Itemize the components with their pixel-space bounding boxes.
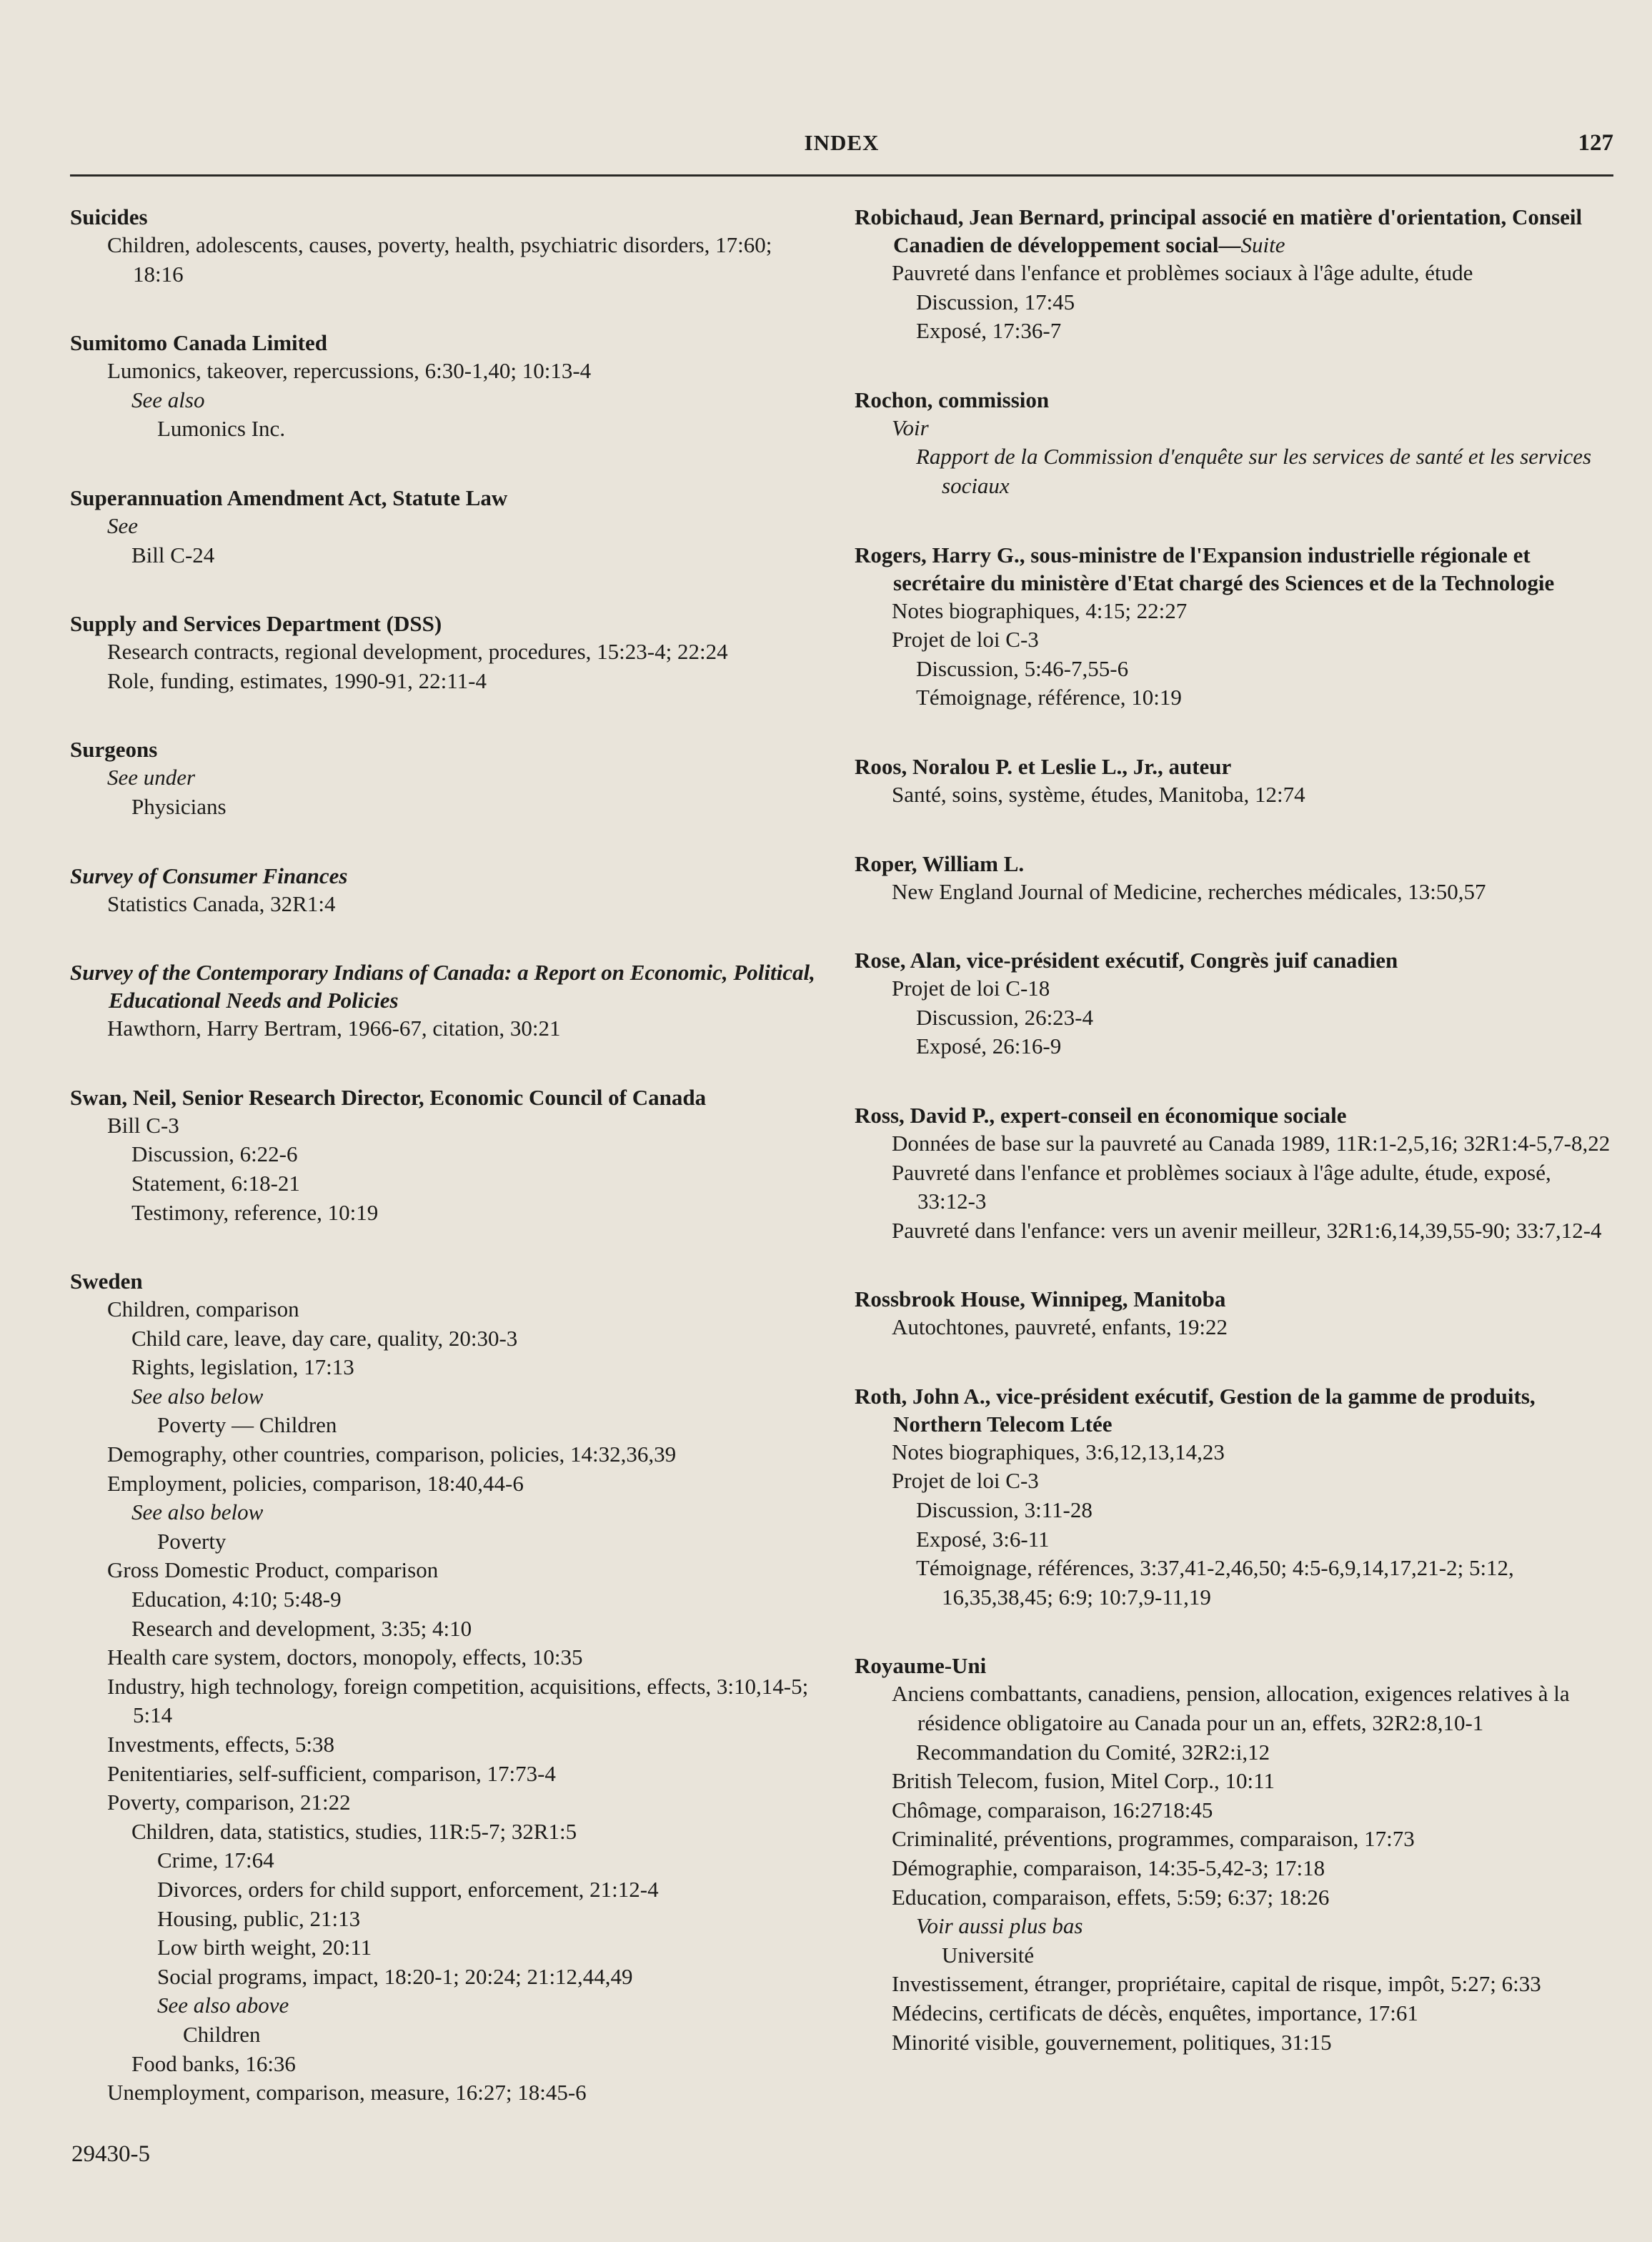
subentry: Education, comparaison, effets, 5:59; 6:37; 18:26	[892, 1884, 1330, 1910]
subentry: Discussion, 6:22-6	[131, 1141, 298, 1167]
subentry: Projet de loi C-3	[892, 627, 1039, 653]
subentry: Child care, leave, day care, quality, 20:30-3	[131, 1325, 518, 1351]
subentry: Témoignage, références, 3:37,41-2,46,50; 4:5-6,9,14,17,21-2; 5:12, 16,35,38,45; 6:9; 10:7,9-11,19	[916, 1555, 1514, 1609]
entry-heading: Rossbrook House, Winnipeg, Manitoba	[855, 1286, 1226, 1312]
index-column-right	[855, 203, 1613, 2097]
subentry: Démographie, comparaison, 14:35-5,42-3; 17:18	[892, 1855, 1325, 1880]
entry-heading: Supply and Services Department (DSS)	[70, 611, 442, 637]
cross-reference: Voir aussi plus bas	[916, 1913, 1083, 1939]
subentry: Social programs, impact, 18:20-1; 20:24; 21:12,44,49	[157, 1963, 633, 1989]
subentry: Poverty	[157, 1528, 227, 1554]
subentry: New England Journal of Medicine, recherches médicales, 13:50,57	[892, 878, 1486, 904]
subentry: Low birth weight, 20:11	[157, 1935, 372, 1960]
index-entry	[70, 958, 823, 1043]
subentry: Pauvreté dans l'enfance: vers un avenir meilleur, 32R1:6,14,39,55-90; 33:7,12-4	[892, 1217, 1602, 1243]
index-entry	[855, 386, 1613, 501]
subentry: Pauvreté dans l'enfance et problèmes sociaux à l'âge adulte, étude	[892, 260, 1473, 285]
entry-heading: Rochon, commission	[855, 387, 1050, 412]
subentry: Health care system, doctors, monopoly, effects, 10:35	[107, 1645, 583, 1670]
index-entry	[855, 1652, 1613, 2057]
subentry: Notes biographiques, 3:6,12,13,14,23	[892, 1439, 1225, 1464]
entry-heading: Roth, John A., vice-président exécutif, Gestion de la gamme de produits, Northern Telecom Ltée	[855, 1383, 1536, 1437]
subentry: Pauvreté dans l'enfance et problèmes sociaux à l'âge adulte, étude, exposé, 33:12-3	[892, 1159, 1551, 1214]
entry-heading: Rogers, Harry G., sous-ministre de l'Expansion industrielle régionale et secrétaire du ministère d'Etat chargé des Sciences et de la Technologie	[855, 542, 1555, 595]
subentry: Food banks, 16:36	[131, 2050, 296, 2076]
subentry: Discussion, 26:23-4	[916, 1004, 1093, 1030]
index-entry	[70, 484, 823, 570]
subentry: Statement, 6:18-21	[131, 1170, 300, 1196]
subentry: Crime, 17:64	[157, 1847, 274, 1873]
subentry: Gross Domestic Product, comparison	[107, 1557, 439, 1583]
subentry: Exposé, 26:16-9	[916, 1033, 1062, 1059]
subentry: Role, funding, estimates, 1990-91, 22:11-4	[107, 668, 487, 693]
cross-reference: See under	[107, 765, 196, 790]
entry-heading: Swan, Neil, Senior Research Director, Economic Council of Canada	[70, 1084, 707, 1110]
cross-reference: Voir	[892, 415, 929, 440]
subentry: Testimony, reference, 10:19	[131, 1199, 379, 1225]
entry-heading: Sweden	[70, 1269, 143, 1294]
subentry: Autochtones, pauvreté, enfants, 19:22	[892, 1314, 1228, 1340]
index-entry	[70, 329, 823, 444]
subentry: Médecins, certificats de décès, enquêtes, importance, 17:61	[892, 2000, 1418, 2025]
subentry: Criminalité, préventions, programmes, comparaison, 17:73	[892, 1826, 1415, 1852]
subentry: Investments, effects, 5:38	[107, 1732, 334, 1757]
index-entry	[70, 735, 823, 821]
subentry: Industry, high technology, foreign competition, acquisitions, effects, 3:10,14-5; 5:14	[107, 1673, 809, 1728]
index-entry	[70, 203, 823, 289]
subentry: Notes biographiques, 4:15; 22:27	[892, 597, 1188, 623]
subentry: Housing, public, 21:13	[157, 1905, 361, 1931]
entry-heading: Roos, Noralou P. et Leslie L., Jr., auteur	[855, 753, 1232, 779]
index-entry	[855, 753, 1613, 810]
subentry: Discussion, 5:46-7,55-6	[916, 655, 1129, 681]
entry-heading: Surgeons	[70, 737, 158, 763]
subentry: Unemployment, comparison, measure, 16:27; 18:45-6	[107, 2080, 587, 2105]
entry-heading: Suicides	[70, 204, 148, 229]
heading-continued-label: Suite	[1240, 232, 1285, 257]
entry-heading: Robichaud, Jean Bernard, principal associé en matière d'orientation, Conseil Canadien de développement social—Suite	[855, 204, 1583, 257]
subentry: Education, 4:10; 5:48-9	[131, 1587, 342, 1612]
index-entry	[855, 850, 1613, 907]
subentry: Recommandation du Comité, 32R2:i,12	[916, 1739, 1270, 1765]
entry-heading: Sumitomo Canada Limited	[70, 330, 327, 356]
subentry: Projet de loi C-3	[892, 1468, 1039, 1494]
entry-heading: Survey of Consumer Finances	[70, 863, 348, 888]
entry-heading: Superannuation Amendment Act, Statute Law	[70, 485, 508, 510]
entry-heading: Survey of the Contemporary Indians of Canada: a Report on Economic, Political, Educational Needs and Policies	[70, 960, 815, 1013]
subentry: Bill C-3	[107, 1112, 179, 1138]
index-entry	[70, 862, 823, 919]
entry-heading: Ross, David P., expert-conseil en économique sociale	[855, 1102, 1347, 1128]
subentry: Hawthorn, Harry Bertram, 1966-67, citation, 30:21	[107, 1016, 561, 1041]
subentry: Santé, soins, système, études, Manitoba, 12:74	[892, 781, 1305, 807]
cross-reference: See also	[131, 387, 205, 412]
subentry: Lumonics, takeover, repercussions, 6:30-1,40; 10:13-4	[107, 358, 592, 384]
cross-reference: See also below	[131, 1383, 264, 1409]
subentry: Chômage, comparaison, 16:2718:45	[892, 1797, 1213, 1822]
subentry: Bill C-24	[131, 542, 215, 567]
subentry: Children, data, statistics, studies, 11R:5-7; 32R1:5	[131, 1818, 577, 1844]
subentry: Divorces, orders for child support, enforcement, 21:12-4	[157, 1876, 659, 1902]
cross-reference: See also below	[131, 1499, 264, 1525]
entry-heading: Rose, Alan, vice-président exécutif, Congrès juif canadien	[855, 948, 1398, 973]
index-entry	[70, 610, 823, 695]
subentry: Investissement, étranger, propriétaire, capital de risque, impôt, 5:27; 6:33	[892, 1971, 1541, 1997]
page-number: 127	[1578, 130, 1613, 156]
subentry: Lumonics Inc.	[157, 416, 286, 442]
subentry: Projet de loi C-18	[892, 976, 1050, 1001]
subentry: Poverty, comparison, 21:22	[107, 1790, 351, 1815]
subentry: Université	[942, 1942, 1035, 1968]
subentry: Penitentiaries, self-sufficient, comparison, 17:73-4	[107, 1760, 556, 1786]
index-entry	[855, 1382, 1613, 1612]
footer-code: 29430-5	[71, 2141, 150, 2167]
subentry: Statistics Canada, 32R1:4	[107, 891, 336, 916]
subentry: Employment, policies, comparison, 18:40,44-6	[107, 1470, 524, 1496]
subentry: Children	[183, 2021, 261, 2047]
cross-reference: See also above	[157, 1993, 289, 2018]
index-entry	[855, 203, 1613, 346]
subentry: Demography, other countries, comparison, policies, 14:32,36,39	[107, 1442, 677, 1467]
index-entry	[855, 1101, 1613, 1245]
subentry: Research and development, 3:35; 4:10	[131, 1615, 472, 1641]
subentry: Discussion, 3:11-28	[916, 1497, 1093, 1523]
subentry: Rights, legislation, 17:13	[131, 1354, 354, 1380]
subentry: Discussion, 17:45	[916, 289, 1075, 314]
page-header	[70, 129, 1613, 177]
entry-heading: Royaume-Uni	[855, 1653, 987, 1679]
subentry: British Telecom, fusion, Mitel Corp., 10:11	[892, 1768, 1275, 1794]
subentry: Données de base sur la pauvreté au Canada 1989, 11R:1-2,5,16; 32R1:4-5,7-8,22	[892, 1130, 1611, 1156]
index-entry	[70, 1267, 823, 2108]
entry-heading: Roper, William L.	[855, 850, 1025, 876]
index-entry	[855, 946, 1613, 1061]
subentry: Minorité visible, gouvernement, politiques, 31:15	[892, 2029, 1332, 2055]
subentry: Exposé, 17:36-7	[916, 318, 1062, 344]
index-entry	[855, 541, 1613, 713]
subentry: Research contracts, regional development, procedures, 15:23-4; 22:24	[107, 639, 728, 665]
subentry: Témoignage, référence, 10:19	[916, 685, 1182, 710]
index-entry	[70, 1083, 823, 1227]
subentry: Poverty — Children	[157, 1412, 337, 1438]
subentry: Children, comparison	[107, 1296, 299, 1322]
subentry: Anciens combattants, canadiens, pension, allocation, exigences relatives à la résidence obligatoire au Canada pour un an, effets, 32R2:8,10-1	[892, 1681, 1570, 1736]
subentry: Exposé, 3:6-11	[916, 1526, 1050, 1552]
cross-reference: Rapport de la Commission d'enquête sur les services de santé et les services sociaux	[916, 444, 1592, 498]
cross-reference: See	[107, 512, 139, 538]
subentry: Physicians	[131, 793, 227, 819]
index-entry	[855, 1285, 1613, 1342]
subentry: Children, adolescents, causes, poverty, health, psychiatric disorders, 17:60; 18:16	[107, 232, 772, 287]
running-head: INDEX	[804, 130, 880, 155]
index-column-left	[70, 203, 823, 2148]
